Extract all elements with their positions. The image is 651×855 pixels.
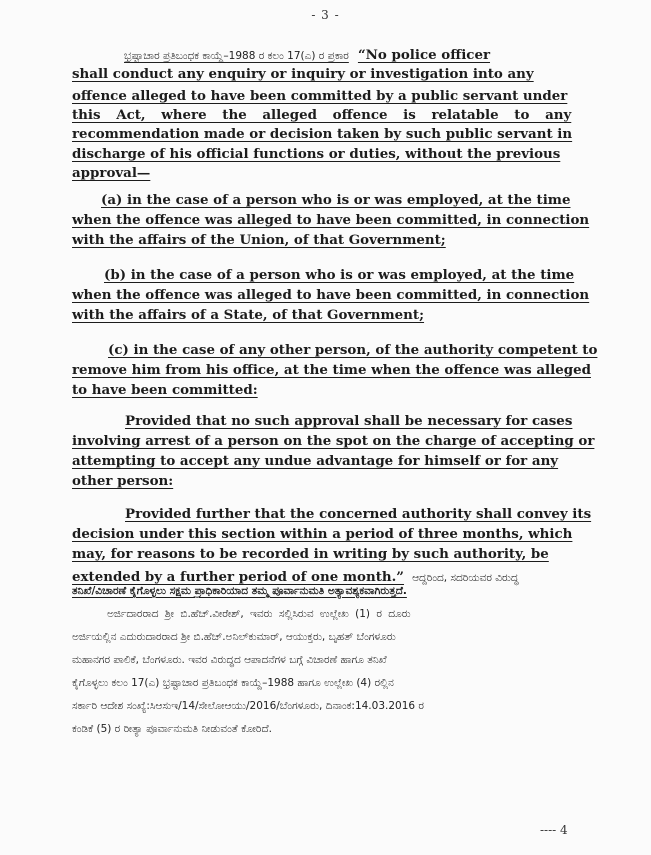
clause-b-line-3: with the affairs of a State, of that Government;: [72, 307, 425, 323]
proviso-2-line-4: [72, 566, 519, 585]
english-text: extended by a further period of one month.”: [72, 569, 405, 585]
kannada-phrase: ಆದ್ದರಿಂದ, ಸದರಿಯವರ ವಿರುದ್ಧ: [412, 572, 519, 584]
proviso-1-line-3: attempting to accept any undue advantage for himself or for any: [72, 453, 559, 469]
proviso-1-line-1: Provided that no such approval shall be necessary for cases: [125, 413, 573, 429]
clause-a-line-1: (a) in the case of a person who is or was employed, at the time: [101, 192, 571, 208]
page-number: - 3 -: [311, 8, 340, 22]
kannada-para-line-4: ಕೈಗೊಳ್ಳಲು ಕಲಂ 17(ಎ) ಭ್ರಷ್ಟಾಚಾರ ಪ್ರತಿಬಂಧಕ ಕಾಯ್ದೆ–1988 ಹಾಗೂ ಉಲ್ಲೇಖ (4) ರಲ್ಲಿನ: [72, 677, 394, 689]
doc-line-3: offence alleged to have been committed by a public servant under: [72, 88, 568, 104]
proviso-2-line-2: decision under this section within a period of three months, which: [72, 526, 573, 542]
kannada-para-line-5: ಸರ್ಕಾರಿ ಆದೇಶ ಸಂಖ್ಯೆ:ಸಿಆಸುಇ/14/ಸೇಲೋಆಯು/2016/ಬೆಂಗಳೂರು, ದಿನಾಂಕ:14.03.2016 ರ: [72, 700, 424, 712]
clause-c-line-2: remove him from his office, at the time when the offence was alleged: [72, 362, 591, 378]
kannada-para-line-6: ಕಂಡಿಕೆ (5) ರ ರೀತ್ಯಾ ಪೂರ್ವಾನುಮತಿ ನೀಡುವಂತೆ ಕೋರಿದೆ.: [72, 723, 273, 735]
doc-line-7: approval—: [72, 165, 151, 181]
proviso-1-line-4: other person:: [72, 473, 174, 489]
clause-b-line-1: (b) in the case of a person who is or was employed, at the time: [104, 267, 575, 283]
clause-a-line-2: when the offence was alleged to have been committed, in connection: [72, 212, 590, 228]
doc-line-6: discharge of his official functions or duties, without the previous: [72, 146, 561, 162]
clause-b-line-2: when the offence was alleged to have been committed, in connection: [72, 287, 590, 303]
kannada-phrase: ಭ್ರಷ್ಟಾಚಾರ ಪ್ರತಿಬಂಧಕ ಕಾಯ್ದೆ–1988 ರ ಕಲಂ 17(ಎ) ರ ಪ್ರಕಾರ: [124, 50, 349, 62]
doc-line-5: recommendation made or decision taken by such public servant in: [72, 126, 573, 142]
kannada-para-line-3: ಮಹಾನಗರ ಪಾಲಿಕೆ, ಬೆಂಗಳೂರು. ಇವರ ವಿರುದ್ಧದ ಆಪಾದನೆಗಳ ಬಗ್ಗೆ ವಿಚಾರಣೆ ಹಾಗೂ ತನಿಖೆ: [72, 654, 387, 666]
proviso-2-line-3: may, for reasons to be recorded in writing by such authority, be: [72, 546, 549, 562]
english-text: “No police officer: [357, 47, 491, 63]
kannada-para-line-2: ಅರ್ಜಿಯಲ್ಲಿನ ಎದುರುದಾರರಾದ ಶ್ರೀ ಬಿ.ಹೆಚ್.ಅನಿಲ್‌ಕುಮಾರ್, ಆಯುಕ್ತರು, ಬೃಹತ್ ಬೆಂಗಳೂರು: [72, 631, 396, 643]
next-page-marker: ---- 4: [540, 823, 568, 837]
clause-a-line-3: with the affairs of the Union, of that Government;: [72, 232, 446, 248]
doc-line-4: this Act, where the alleged offence is relatable to any: [72, 107, 572, 123]
doc-line-1: [124, 44, 490, 63]
proviso-1-line-2: involving arrest of a person on the spot on the charge of accepting or: [72, 433, 595, 449]
approval-required-line: ತನಿಖೆ/ವಿಚಾರಣೆ ಕೈಗೊಳ್ಳಲು ಸಕ್ಷಮ ಪ್ರಾಧಿಕಾರಿಯಾದ ತಮ್ಮ ಪೂರ್ವಾನುಮತಿ ಅತ್ಯಾವಶ್ಯಕವಾಗಿರುತ್ತದೆ.: [72, 585, 407, 597]
kannada-para-line-1: ಅರ್ಜಿದಾರರಾದ ಶ್ರೀ ಬಿ.ಹೆಚ್.ವೀರೇಶ್, ಇವರು ಸಲ್ಲಿಸಿರುವ ಉಲ್ಲೇಖ (1) ರ ದೂರು: [107, 608, 411, 620]
doc-line-2: shall conduct any enquiry or inquiry or investigation into any: [72, 66, 534, 82]
proviso-2-line-1: Provided further that the concerned authority shall convey its: [125, 506, 592, 522]
clause-c-line-3: to have been committed:: [72, 382, 258, 398]
clause-c-line-1: (c) in the case of any other person, of the authority competent to: [108, 342, 598, 358]
